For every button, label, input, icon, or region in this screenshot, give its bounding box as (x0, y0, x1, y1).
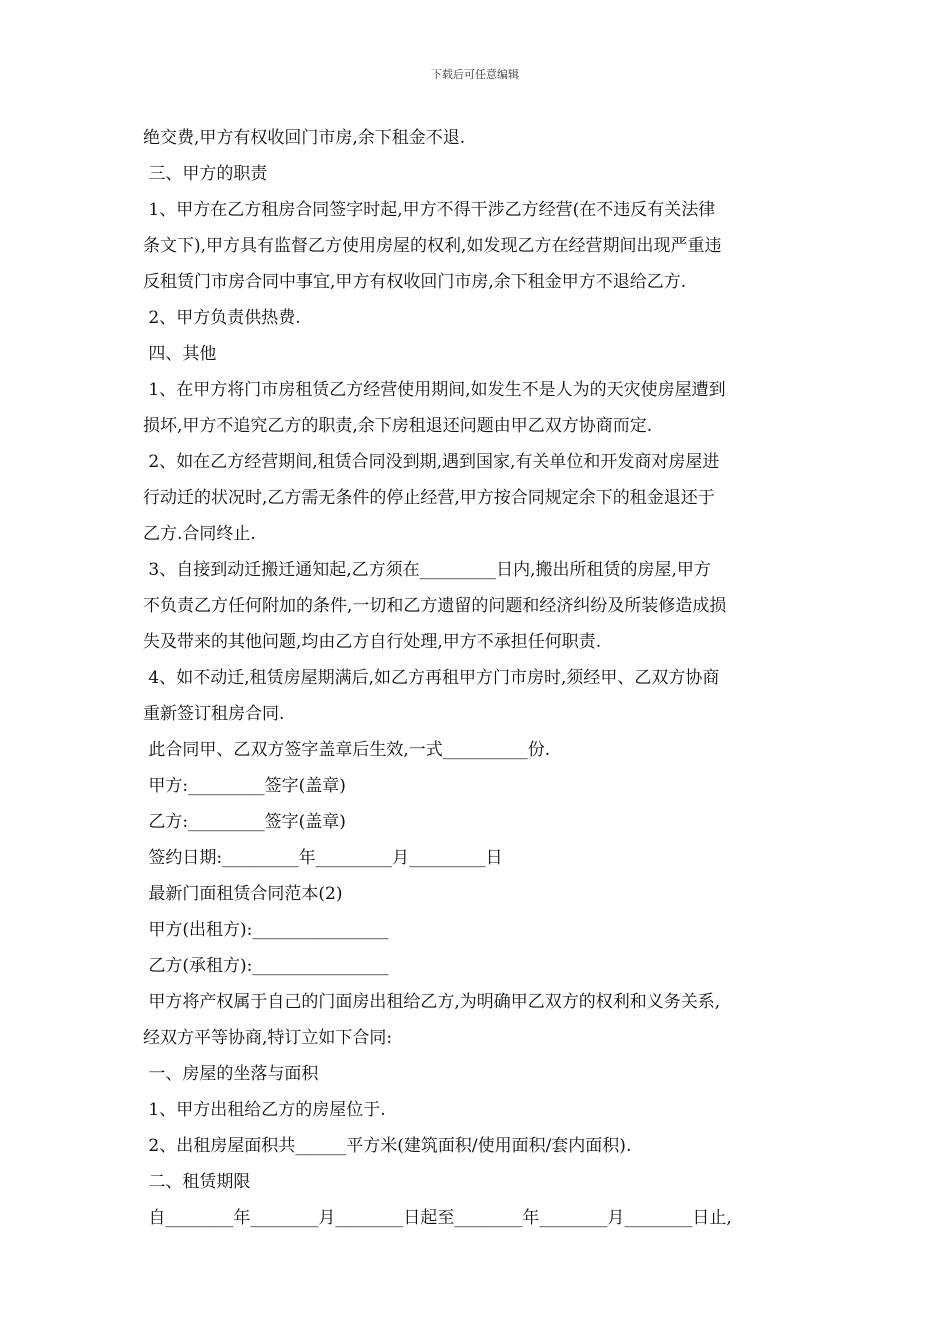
text-line: 条文下),甲方具有监督乙方使用房屋的权利,如发现乙方在经营期间出现严重违 (143, 236, 722, 256)
text-line: 1、在甲方将门市房租赁乙方经营使用期间,如发生不是人为的天灾使房屋遭到 (143, 380, 726, 400)
text-line: 二、租赁期限 (143, 1172, 251, 1192)
text-line: 绝交费,甲方有权收回门市房,余下租金不退. (143, 128, 466, 148)
text-line: 甲方:_________签字(盖章) (143, 776, 346, 796)
text-line: 2、出租房屋面积共______平方米(建筑面积/使用面积/套内面积). (143, 1136, 632, 1156)
text-line: 乙方(承租方):________________ (143, 956, 389, 976)
text-line: 乙方.合同终止. (143, 524, 256, 544)
text-line: 甲方将产权属于自己的门面房出租给乙方,为明确甲乙双方的权利和义务关系, (143, 992, 721, 1012)
header-note: 下载后可任意编辑 (431, 68, 519, 81)
text-line: 三、甲方的职责 (143, 164, 268, 184)
text-line: 签约日期:_________年_________月_________日 (143, 848, 503, 868)
text-line: 甲方(出租方):________________ (143, 920, 389, 940)
text-line: 2、甲方负责供热费. (143, 308, 301, 328)
text-line: 行动迁的状况时,乙方需无条件的停止经营,甲方按合同规定余下的租金退还于 (143, 488, 715, 508)
text-line: 3、自接到动迁搬迁通知起,乙方须在_________日内,搬出所租赁的房屋,甲方 (143, 560, 711, 580)
text-line: 不负责乙方任何附加的条件,一切和乙方遗留的问题和经济纠纷及所装修造成损 (143, 596, 727, 616)
text-line: 4、如不动迁,租赁房屋期满后,如乙方再租甲方门市房时,须经甲、乙双方协商 (143, 668, 720, 688)
text-line: 四、其他 (143, 344, 217, 364)
text-line: 经双方平等协商,特订立如下合同: (143, 1028, 393, 1048)
text-line: 此合同甲、乙双方签字盖章后生效,一式__________份. (143, 740, 551, 760)
text-line: 重新签订租房合同. (143, 704, 285, 724)
text-line: 1、甲方在乙方租房合同签字时起,甲方不得干涉乙方经营(在不违反有关法律 (143, 200, 716, 220)
text-line: 1、甲方出租给乙方的房屋位于. (143, 1100, 386, 1120)
document-body (143, 120, 813, 1236)
text-line: 失及带来的其他问题,均由乙方自行处理,甲方不承担任何职责. (143, 632, 602, 652)
text-line: 最新门面租赁合同范本(2) (143, 884, 343, 904)
text-line: 反租赁门市房合同中事宜,甲方有权收回门市房,余下租金甲方不退给乙方. (143, 272, 687, 292)
text-line: 一、房屋的坐落与面积 (143, 1064, 319, 1084)
text-line: 乙方:_________签字(盖章) (143, 812, 346, 832)
text-line: 损坏,甲方不追究乙方的职责,余下房租退还问题由甲乙双方协商而定. (143, 416, 653, 436)
text-line: 自________年________月________日起至________年________月________日止, (143, 1208, 732, 1228)
text-line: 2、如在乙方经营期间,租赁合同没到期,遇到国家,有关单位和开发商对房屋进 (143, 452, 720, 472)
